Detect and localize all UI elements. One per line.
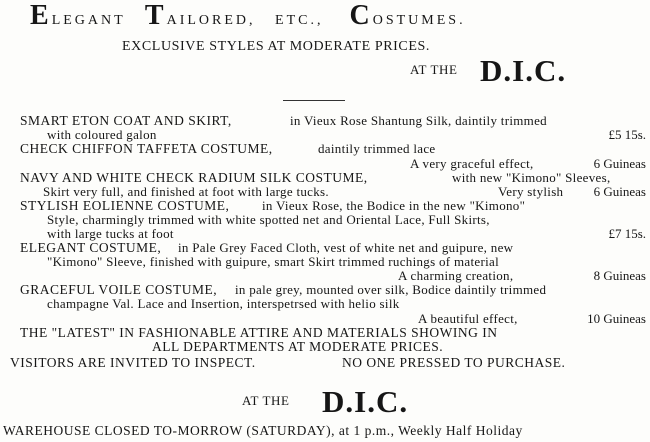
- footer-latest-line1: THE "LATEST" IN FASHIONABLE ATTIRE AND MATERIALS SHOWING IN: [20, 325, 498, 340]
- header-brand: D.I.C.: [480, 53, 567, 88]
- item-1-line2: with coloured galon: [47, 127, 157, 142]
- header-cap-e: E: [30, 0, 52, 31]
- item-4-line1: in Vieux Rose, the Bodice in the new "Kimono": [262, 198, 526, 213]
- item-1-price: £5 15s.: [608, 127, 646, 142]
- header-subtitle: EXCLUSIVE STYLES AT MODERATE PRICES.: [122, 39, 430, 54]
- item-5-line2: "Kimono" Sleeve, finished with guipure, smart Skirt trimmed ruchings of material: [47, 254, 499, 269]
- item-2-note: A very graceful effect,: [410, 156, 534, 171]
- header-word-tailored: AILORED,: [166, 13, 256, 28]
- item-4-line2: Style, charmingly trimmed with white spotted net and Oriental Lace, Full Skirts,: [47, 212, 490, 227]
- item-6-price: 10 Guineas: [587, 311, 646, 326]
- item-3-price: 6 Guineas: [593, 184, 646, 199]
- item-2-title: CHECK CHIFFON TAFFETA COSTUME,: [20, 141, 273, 156]
- item-3-line2: Skirt very full, and finished at foot with large tucks.: [43, 184, 329, 199]
- item-4-price: £7 15s.: [608, 226, 646, 241]
- footer-brand: D.I.C.: [322, 384, 409, 419]
- header-cap-t: T: [144, 0, 167, 31]
- footer-closed: WAREHOUSE CLOSED TO-MORROW (SATURDAY), at 1 p.m., Weekly Half Holiday: [3, 423, 523, 438]
- header-at-the: AT THE: [410, 62, 458, 77]
- item-3-note: Very stylish: [498, 184, 564, 199]
- item-6-line2: champagne Val. Lace and Insertion, interspetrsed with helio silk: [47, 296, 400, 311]
- item-5-price: 8 Guineas: [593, 268, 646, 283]
- item-1-title: SMART ETON COAT AND SKIRT,: [20, 113, 232, 128]
- item-2-price: 6 Guineas: [593, 156, 646, 171]
- item-6-line1: in pale grey, mounted over silk, Bodice daintily trimmed: [235, 282, 547, 297]
- item-3-line1: with new "Kimono" Sleeves,: [452, 170, 611, 185]
- header-cap-c: C: [349, 0, 373, 31]
- footer-no-one: NO ONE PRESSED TO PURCHASE.: [342, 355, 566, 370]
- item-5-title: ELEGANT COSTUME,: [20, 240, 162, 255]
- header-word-costumes: OSTUMES.: [372, 13, 466, 28]
- header-word-elegant: LEGANT: [51, 13, 126, 28]
- item-6-title: GRACEFUL VOILE COSTUME,: [20, 282, 218, 297]
- item-2-line1: daintily trimmed lace: [318, 141, 436, 156]
- item-4-title: STYLISH EOLIENNE COSTUME,: [20, 198, 230, 213]
- header-word-etc: ETC.,: [275, 13, 324, 28]
- item-4-line3: with large tucks at foot: [47, 226, 174, 241]
- item-5-note: A charming creation,: [398, 268, 514, 283]
- footer-at-the: AT THE: [242, 393, 290, 408]
- footer-visitors: VISITORS ARE INVITED TO INSPECT.: [10, 355, 256, 370]
- item-6-note: A beautiful effect,: [418, 311, 518, 326]
- footer-latest-line2: ALL DEPARTMENTS AT MODERATE PRICES.: [152, 339, 444, 354]
- item-3-title: NAVY AND WHITE CHECK RADIUM SILK COSTUME,: [20, 170, 368, 185]
- item-5-line1: in Pale Grey Faced Cloth, vest of white net and guipure, new: [178, 240, 514, 255]
- header-title: [30, 2, 466, 30]
- item-1-line1: in Vieux Rose Shantung Silk, daintily trimmed: [290, 113, 547, 128]
- divider-rule: [283, 100, 345, 101]
